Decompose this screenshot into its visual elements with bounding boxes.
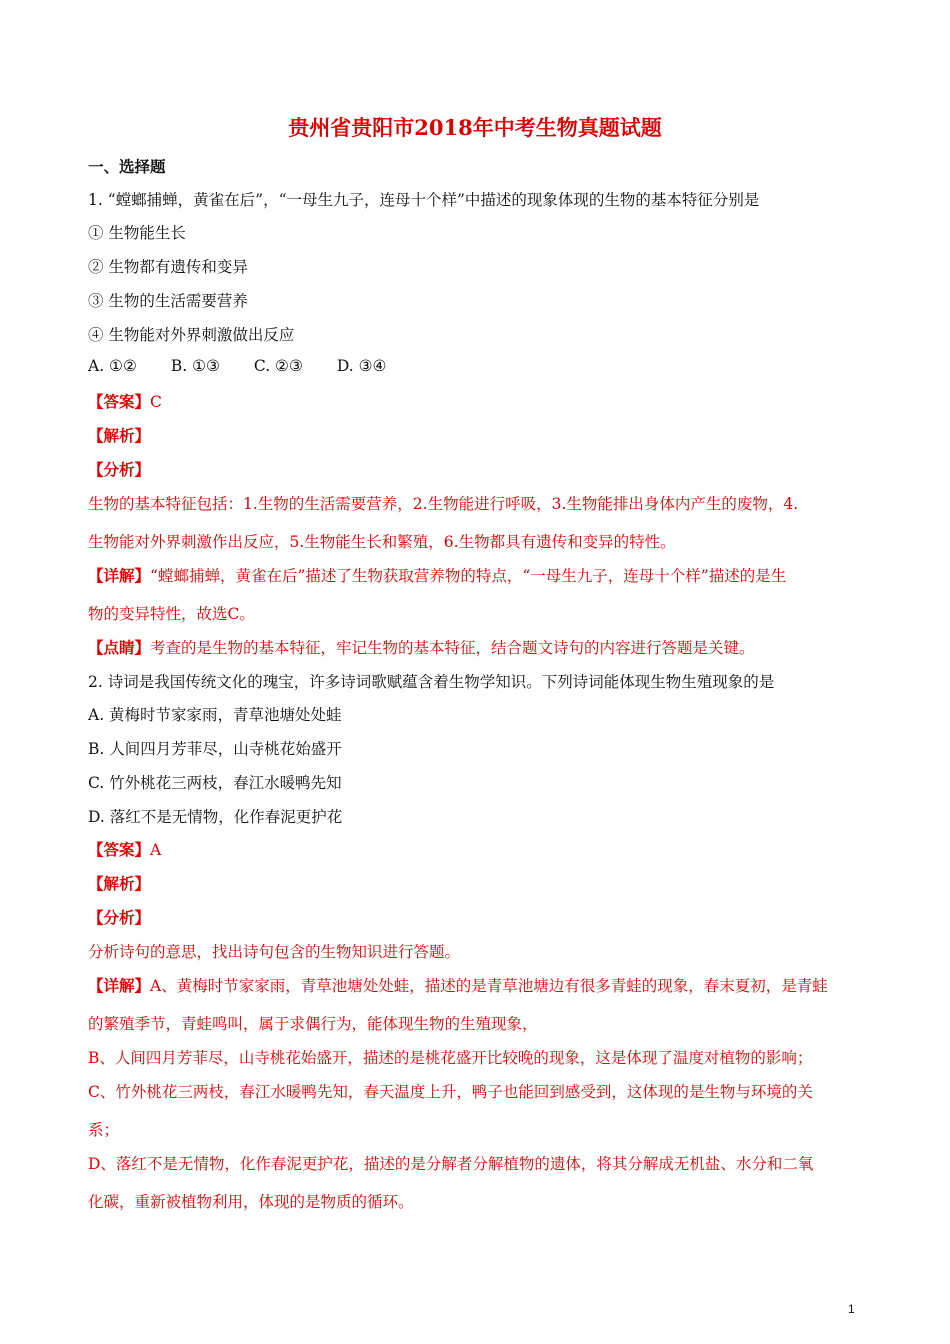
q1-jiexi-tag: 【解析】	[88, 426, 151, 445]
q1-xiangjie-line-1	[88, 564, 786, 586]
q2-xiangjie-b: B、人间四月芳菲尽，山寺桃花始盛开，描述的是桃花盛开比较晚的现象，这是体现了温度对植物的影响；	[88, 1049, 813, 1067]
q1-item-4: ④ 生物能对外界刺激做出反应	[88, 326, 295, 344]
q1-options	[88, 357, 420, 375]
q1-answer-value: C	[150, 393, 162, 411]
q1-item-3: ③ 生物的生活需要营养	[88, 292, 248, 310]
q2-answer-tag: 【答案】	[88, 840, 151, 859]
q1-option-c: C. ②③	[253, 357, 303, 375]
q2-xiangjie-c-line-1: C、竹外桃花三两枝，春江水暖鸭先知，春天温度上升，鸭子也能回到感受到，这体现的是生物与环境的关	[88, 1083, 813, 1101]
q1-fenxi-line-2: 生物能对外界刺激作出反应，5.生物能生长和繁殖，6.生物都具有遗传和变异的特性。	[88, 533, 676, 551]
q1-option-a: A. ①②	[88, 357, 137, 375]
q1-xiangjie-tag: 【详解】	[88, 566, 151, 585]
q2-fenxi-text: 分析诗句的意思，找出诗句包含的生物知识进行答题。	[88, 943, 461, 961]
q2-stem: 2. 诗词是我国传统文化的瑰宝，许多诗词歌赋蕴含着生物学知识。下列诗词能体现生物生殖现象的是	[88, 673, 775, 691]
q1-item-1: ① 生物能生长	[88, 224, 186, 242]
q1-xiangjie-text: “螳螂捕蝉，黄雀在后”描述了生物获取营养物的特点，“一母生九子，连母十个样”描述的是生	[150, 567, 787, 585]
q2-xiangjie-tag: 【详解】	[88, 976, 151, 995]
page-number: 1	[848, 1302, 855, 1316]
q1-xiangjie-line-2: 物的变异特性，故选C。	[88, 605, 255, 623]
q1-option-b: B. ①③	[170, 357, 220, 375]
q1-item-2: ② 生物都有遗传和变异	[88, 258, 248, 276]
q1-dianjing-text: 考查的是生物的基本特征，牢记生物的基本特征，结合题文诗句的内容进行答题是关键。	[150, 639, 755, 657]
q2-option-d: D. 落红不是无情物，化作春泥更护花	[88, 808, 343, 826]
q2-option-a: A. 黄梅时节家家雨，青草池塘处处蛙	[88, 706, 342, 724]
q1-option-d: D. ③④	[336, 357, 387, 375]
document-title: 贵州省贵阳市2018年中考生物真题试题	[288, 115, 662, 140]
q2-xiangjie-a-line-2: 的繁殖季节，青蛙鸣叫，属于求偶行为，能体现生物的生殖现象，	[88, 1015, 538, 1033]
q2-jiexi-tag: 【解析】	[88, 874, 151, 893]
q2-xiangjie-a-text: A、黄梅时节家家雨，青草池塘处处蛙，描述的是青草池塘边有很多青蛙的现象，春末夏初，是青蛙	[150, 977, 828, 995]
q2-answer-value: A	[150, 841, 162, 859]
q1-stem: 1. “螳螂捕蝉，黄雀在后”，“一母生九子，连母十个样”中描述的现象体现的生物的基本特征分别是	[88, 191, 760, 209]
q1-dianjing-tag: 【点睛】	[88, 638, 151, 657]
q1-fenxi-line-1: 生物的基本特征包括：1.生物的生活需要营养，2.生物能进行呼吸，3.生物能排出身体内产生的废物，4.	[88, 495, 799, 513]
q1-fenxi-tag: 【分析】	[88, 460, 151, 479]
q2-answer	[88, 838, 161, 860]
q2-option-c: C. 竹外桃花三两枝，春江水暖鸭先知	[88, 774, 342, 792]
q2-xiangjie-d-line-2: 化碳，重新被植物利用，体现的是物质的循环。	[88, 1193, 414, 1211]
q2-xiangjie-c-line-2: 系；	[88, 1121, 120, 1139]
q1-answer	[88, 390, 162, 412]
q2-xiangjie-d-line-1: D、落红不是无情物，化作春泥更护花，描述的是分解者分解植物的遗体，将其分解成无机盐、水分和二氧	[88, 1155, 814, 1173]
q1-dianjing	[88, 636, 755, 658]
q2-fenxi-tag: 【分析】	[88, 908, 151, 927]
section-heading: 一、选择题	[88, 157, 166, 176]
q2-option-b: B. 人间四月芳菲尽，山寺桃花始盛开	[88, 740, 342, 758]
q2-xiangjie-a-line-1	[88, 974, 828, 996]
q1-answer-tag: 【答案】	[88, 392, 151, 411]
